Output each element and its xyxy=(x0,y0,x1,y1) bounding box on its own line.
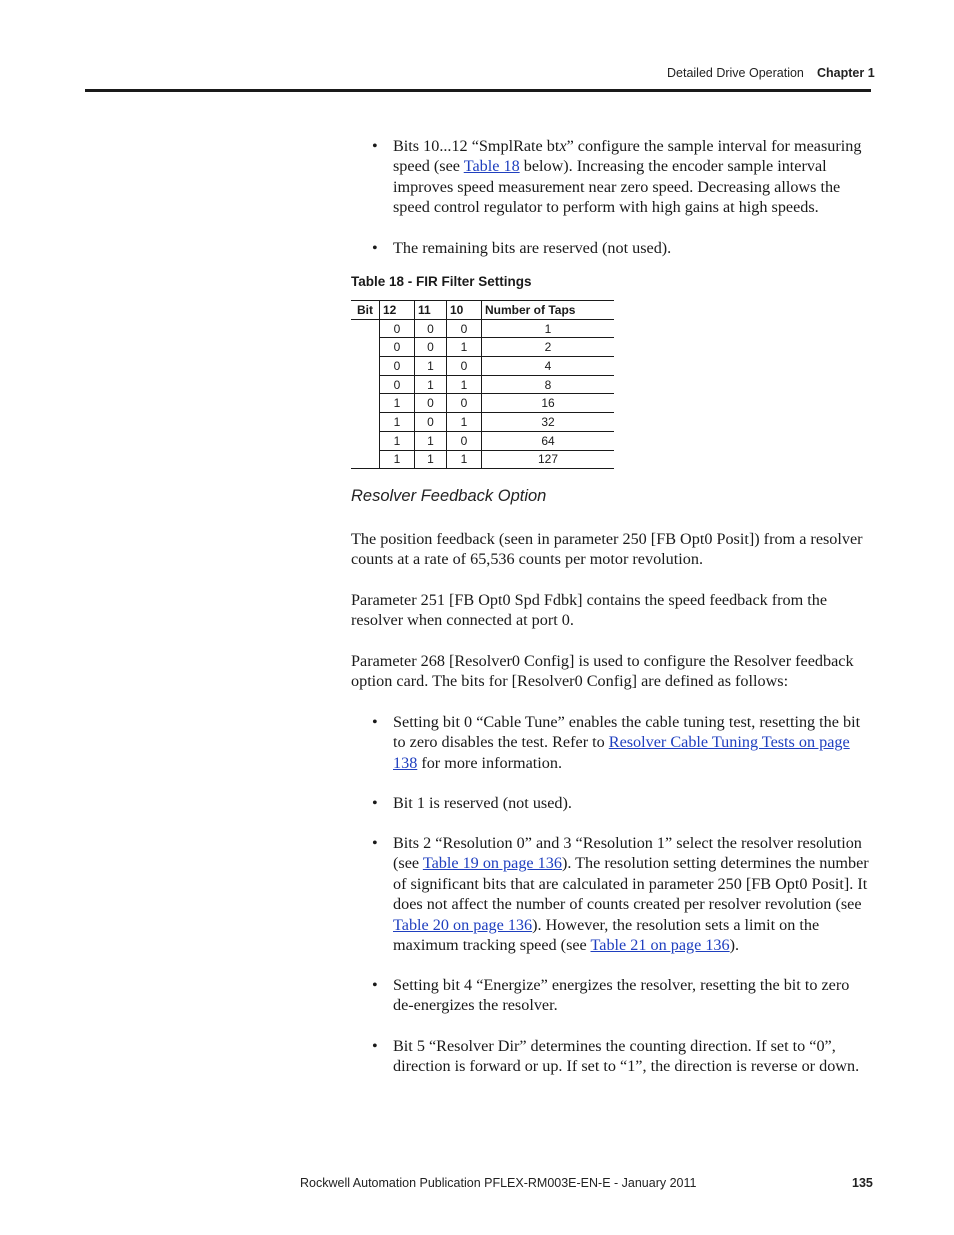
table-row xyxy=(351,357,614,376)
paragraph-position-feedback: The position feedback (seen in parameter 250 [FB Opt0 Posit]) from a resolver counts at a rate of 65,536 counts per motor revolution. xyxy=(351,530,863,569)
bullet-glyph: • xyxy=(372,137,378,155)
header-bit: Bit xyxy=(351,301,380,320)
table-cell: 1 xyxy=(380,450,415,469)
table-cell: 64 xyxy=(482,431,615,450)
bullet-glyph: • xyxy=(372,794,378,812)
bullet-cable-tune xyxy=(372,712,871,773)
bullet-glyph: • xyxy=(372,976,378,994)
bullet-text: Bits 2 “Resolution 0” and 3 “Resolution 1” select the resolver resolution (see Table 19 on page 136). The resolution setting determines the number of significant bits that are calculated in parameter 250 [FB Opt0 Posit]. It does not affect the number of counts created per resolver revolution (see Table 20 on page 136). However, the resolution sets a limit on the maximum tracking speed (see Table 21 on page 136). xyxy=(393,834,869,955)
bullet-text: Bits 10...12 “SmplRate btx” configure the sample interval for measuring speed (see Table 18 below). Increasing the encoder sample interval improves speed measurement near zero speed. Decreasing allows the speed control regulator to perform with high gains at high speeds. xyxy=(393,137,862,217)
page-number: 135 xyxy=(852,1176,873,1190)
paragraph-speed-feedback: Parameter 251 [FB Opt0 Spd Fdbk] contains the speed feedback from the resolver when connected at port 0. xyxy=(351,591,828,630)
table-cell: 0 xyxy=(447,394,482,413)
section-heading-resolver-feedback: Resolver Feedback Option xyxy=(351,487,547,505)
paragraph-resolver-config: Parameter 268 [Resolver0 Config] is used to configure the Resolver feedback option card. The bits for [Resolver0 Config] are defined as follows: xyxy=(351,652,854,691)
table-cell: 1 xyxy=(447,375,482,394)
table-cell: 1 xyxy=(415,450,447,469)
table-row xyxy=(351,431,614,450)
header-rule xyxy=(85,89,871,92)
bullet-text: Setting bit 4 “Energize” energizes the resolver, resetting the bit to zero de-energizes the resolver. xyxy=(393,976,850,1015)
table-cell: 1 xyxy=(415,431,447,450)
table-cell: 16 xyxy=(482,394,615,413)
header-bit-11: 11 xyxy=(415,301,447,320)
table-header-row xyxy=(351,301,614,320)
header-number-of-taps: Number of Taps xyxy=(482,301,615,320)
table-cell: 0 xyxy=(380,319,415,338)
table-row xyxy=(351,450,614,469)
bullet-resolution xyxy=(372,833,871,955)
table-cell: 0 xyxy=(447,431,482,450)
bullet-energize xyxy=(372,975,871,1016)
table-18-caption: Table 18 - FIR Filter Settings xyxy=(351,274,532,289)
header-bit-12: 12 xyxy=(380,301,415,320)
table-cell: 0 xyxy=(415,338,447,357)
table-cell: 0 xyxy=(447,319,482,338)
table-cell: 1 xyxy=(447,413,482,432)
bullet-glyph: • xyxy=(372,834,378,852)
bullet-glyph: • xyxy=(372,1037,378,1055)
bullet-bit-1-reserved xyxy=(372,793,871,813)
table-cell: 0 xyxy=(415,319,447,338)
table-row xyxy=(351,319,614,338)
table-cell: 8 xyxy=(482,375,615,394)
table-cell: 1 xyxy=(380,394,415,413)
table-cell: 1 xyxy=(447,338,482,357)
table-cell: 0 xyxy=(415,413,447,432)
running-header-chapter: Chapter 1 xyxy=(817,66,875,80)
table-cell: 1 xyxy=(415,357,447,376)
table-cell: 127 xyxy=(482,450,615,469)
link-table-20[interactable]: Table 20 on page 136 xyxy=(393,915,533,934)
table-cell: 1 xyxy=(415,375,447,394)
table-cell: 1 xyxy=(380,413,415,432)
table-cell: 0 xyxy=(447,357,482,376)
table-cell: 0 xyxy=(415,394,447,413)
footer-publication: Rockwell Automation Publication PFLEX-RM003E-EN-E - January 2011 xyxy=(300,1176,697,1190)
table-row xyxy=(351,394,614,413)
bullet-text: Bit 1 is reserved (not used). xyxy=(393,794,572,812)
table-cell: 1 xyxy=(447,450,482,469)
bullet-text: The remaining bits are reserved (not used). xyxy=(393,239,672,257)
table-row xyxy=(351,413,614,432)
bullet-resolver-dir xyxy=(372,1036,871,1077)
running-header-section: Detailed Drive Operation xyxy=(667,66,804,80)
bullet-text: Setting bit 0 “Cable Tune” enables the cable tuning test, resetting the bit to zero disables the test. Refer to Resolver Cable Tuning Tests on page 138 for more information. xyxy=(393,713,861,772)
table-cell: 32 xyxy=(482,413,615,432)
bullet-smplrate xyxy=(372,136,871,218)
table-cell: 1 xyxy=(482,319,615,338)
table-cell: 0 xyxy=(380,357,415,376)
table-row xyxy=(351,375,614,394)
fir-filter-table xyxy=(351,300,614,469)
table-cell: 0 xyxy=(380,375,415,394)
link-table-18[interactable]: Table 18 xyxy=(463,157,520,176)
link-table-19[interactable]: Table 19 on page 136 xyxy=(422,854,562,873)
link-cable-tuning-tests[interactable]: Resolver Cable Tuning Tests on page 138 xyxy=(393,733,850,772)
bullet-text: Bit 5 “Resolver Dir” determines the counting direction. If set to “0”, direction is forward or up. If set to “1”, the direction is reverse or down. xyxy=(393,1037,860,1076)
bullet-glyph: • xyxy=(372,239,378,257)
header-bit-10: 10 xyxy=(447,301,482,320)
bullet-reserved-bits xyxy=(372,238,871,258)
table-cell: 4 xyxy=(482,357,615,376)
link-table-21[interactable]: Table 21 on page 136 xyxy=(590,936,730,955)
bullet-glyph: • xyxy=(372,713,378,731)
table-cell: 2 xyxy=(482,338,615,357)
table-cell: 1 xyxy=(380,431,415,450)
table-cell: 0 xyxy=(380,338,415,357)
table-row xyxy=(351,338,614,357)
